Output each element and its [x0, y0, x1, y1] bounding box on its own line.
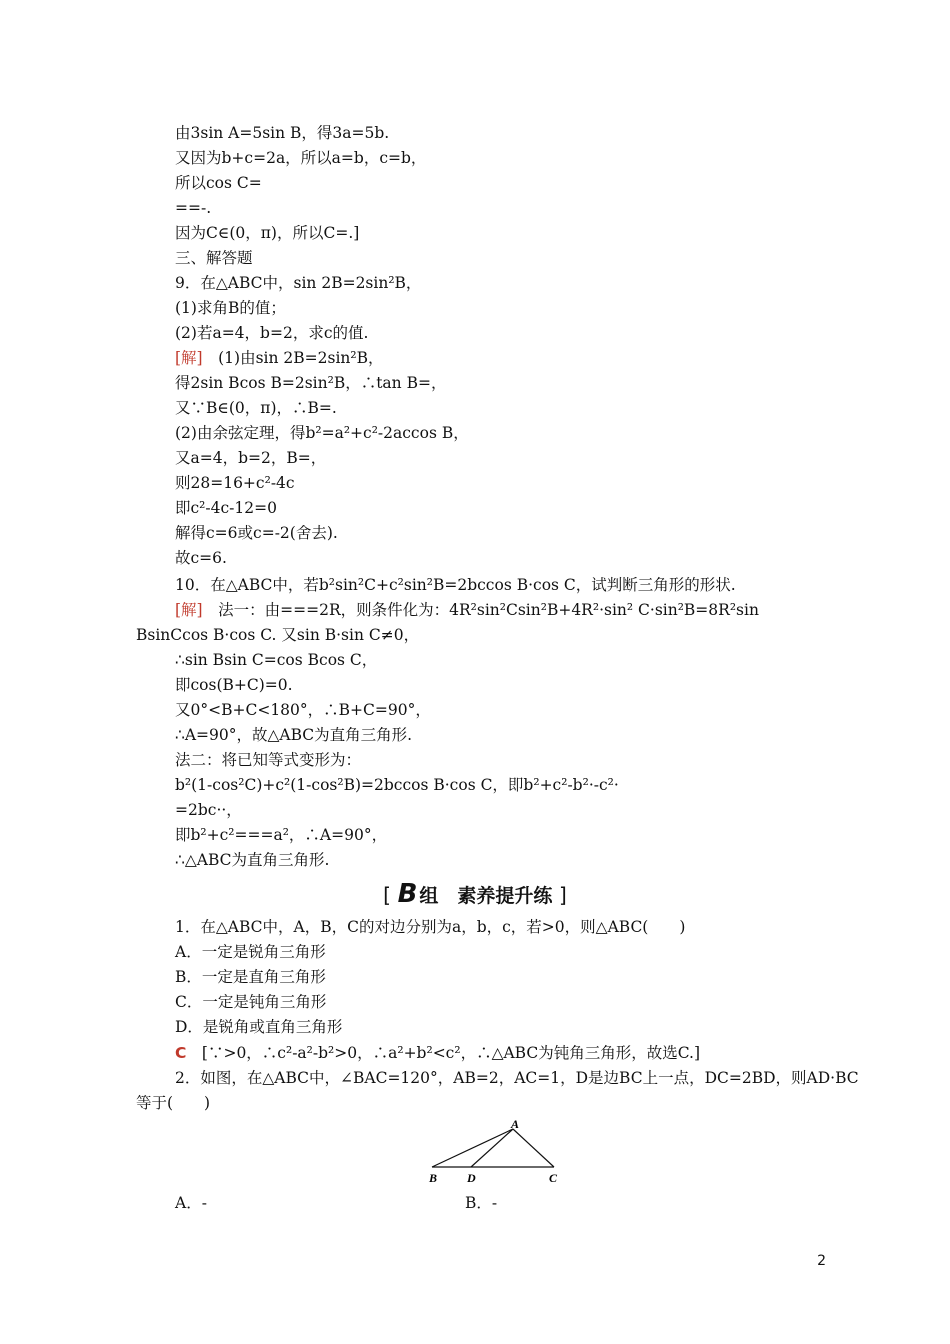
text-line: BsinCcos B·cos C. 又sin B·sin C≠0，: [136, 626, 420, 644]
choice-b: B．-: [465, 1194, 498, 1212]
text-line: ==-.: [175, 199, 212, 217]
text-line: (1)由sin 2B=2sin²B，: [218, 349, 384, 367]
answer-line: [175, 1043, 700, 1063]
group-title: 组 素养提升练: [419, 885, 553, 907]
solution-tag: [解]: [175, 601, 203, 619]
choice-a: A．-: [175, 1194, 207, 1212]
solution-line: [175, 600, 759, 620]
text-line: 因为C∈(0，π)，所以C=.]: [175, 224, 360, 242]
choice-a: A．一定是锐角三角形: [175, 943, 326, 961]
text-line: [∵>0，∴c²-a²-b²>0，∴a²+b²<c²，∴△ABC为钝角三角形，故选C.]: [201, 1044, 701, 1062]
answer-letter: C: [175, 1044, 187, 1062]
text-line: =2bc··，: [175, 801, 242, 819]
section-heading: 三、解答题: [175, 249, 253, 267]
bracket-left: [: [383, 883, 391, 907]
choice-d: D．是锐角或直角三角形: [175, 1018, 343, 1036]
text-line: 即b²+c²===a²，∴A=90°，: [175, 826, 388, 844]
text-line: 故c=6.: [175, 549, 227, 567]
page-number: 2: [817, 1253, 826, 1269]
text-line: 又∵B∈(0，π)，∴B=.: [175, 399, 337, 417]
text-line: ∴sin Bsin C=cos Bcos C，: [175, 651, 378, 669]
text-line: b²(1-cos²C)+c²(1-cos²B)=2bccos B·cos C，即b²+c²-b²·-c²·: [175, 776, 619, 794]
text-line: (2)若a=4，b=2，求c的值.: [175, 324, 369, 342]
vertex-label-d: D: [467, 1171, 476, 1185]
question-2: 2．如图，在△ABC中，∠BAC=120°，AB=2，AC=1，D是边BC上一点，DC=2BD，则AD·BC: [175, 1069, 859, 1087]
group-b-header: [0, 880, 950, 910]
text-line: ∴△ABC为直角三角形.: [175, 851, 330, 869]
vertex-label-b: B: [429, 1171, 438, 1185]
group-letter: B: [397, 879, 418, 909]
choice-b: B．一定是直角三角形: [175, 968, 326, 986]
text-line: 即c²-4c-12=0: [175, 499, 277, 517]
question-1: 1．在△ABC中，A，B，C的对边分别为a，b，c，若>0，则△ABC( ): [175, 918, 686, 936]
text-line: 所以cos C=: [175, 174, 262, 192]
question-10: 10．在△ABC中，若b²sin²C+c²sin²B=2bccos B·cos C，试判断三角形的形状.: [175, 576, 736, 594]
text-line: 法一：由===2R，则条件化为：4R²sin²Csin²B+4R²·sin² C·sin²B=8R²sin: [218, 601, 759, 619]
side-ab: [432, 1129, 513, 1167]
triangle-figure: [420, 1117, 570, 1189]
text-line: 得2sin Bcos B=2sin²B，∴tan B=，: [175, 374, 447, 392]
solution-line: [175, 348, 384, 368]
solution-tag: [解]: [175, 349, 203, 367]
bracket-right: ]: [559, 883, 567, 907]
question-9: 9．在△ABC中，sin 2B=2sin²B，: [175, 274, 422, 292]
text-line: ∴A=90°，故△ABC为直角三角形.: [175, 726, 413, 744]
text-line: 解得c=6或c=-2(舍去).: [175, 524, 338, 542]
text-line: 法二：将已知等式变形为：: [175, 751, 362, 769]
text-line: 又因为b+c=2a，所以a=b，c=b，: [175, 149, 427, 167]
text-line: 则28=16+c²-4c: [175, 474, 295, 492]
text-line: (1)求角B的值；: [175, 299, 286, 317]
vertex-label-a: A: [511, 1117, 520, 1131]
choice-c: C．一定是钝角三角形: [175, 993, 327, 1011]
text-line: 即cos(B+C)=0.: [175, 676, 293, 694]
side-ac: [513, 1129, 554, 1167]
text-line: (2)由余弦定理，得b²=a²+c²-2accos B，: [175, 424, 469, 442]
text-line: 等于( ): [136, 1094, 211, 1112]
text-line: 由3sin A=5sin B，得3a=5b.: [175, 124, 390, 142]
segment-ad: [471, 1129, 513, 1167]
text-line: 又0°<B+C<180°，∴B+C=90°，: [175, 701, 431, 719]
text-line: 又a=4，b=2，B=，: [175, 449, 327, 467]
vertex-label-c: C: [549, 1171, 558, 1185]
